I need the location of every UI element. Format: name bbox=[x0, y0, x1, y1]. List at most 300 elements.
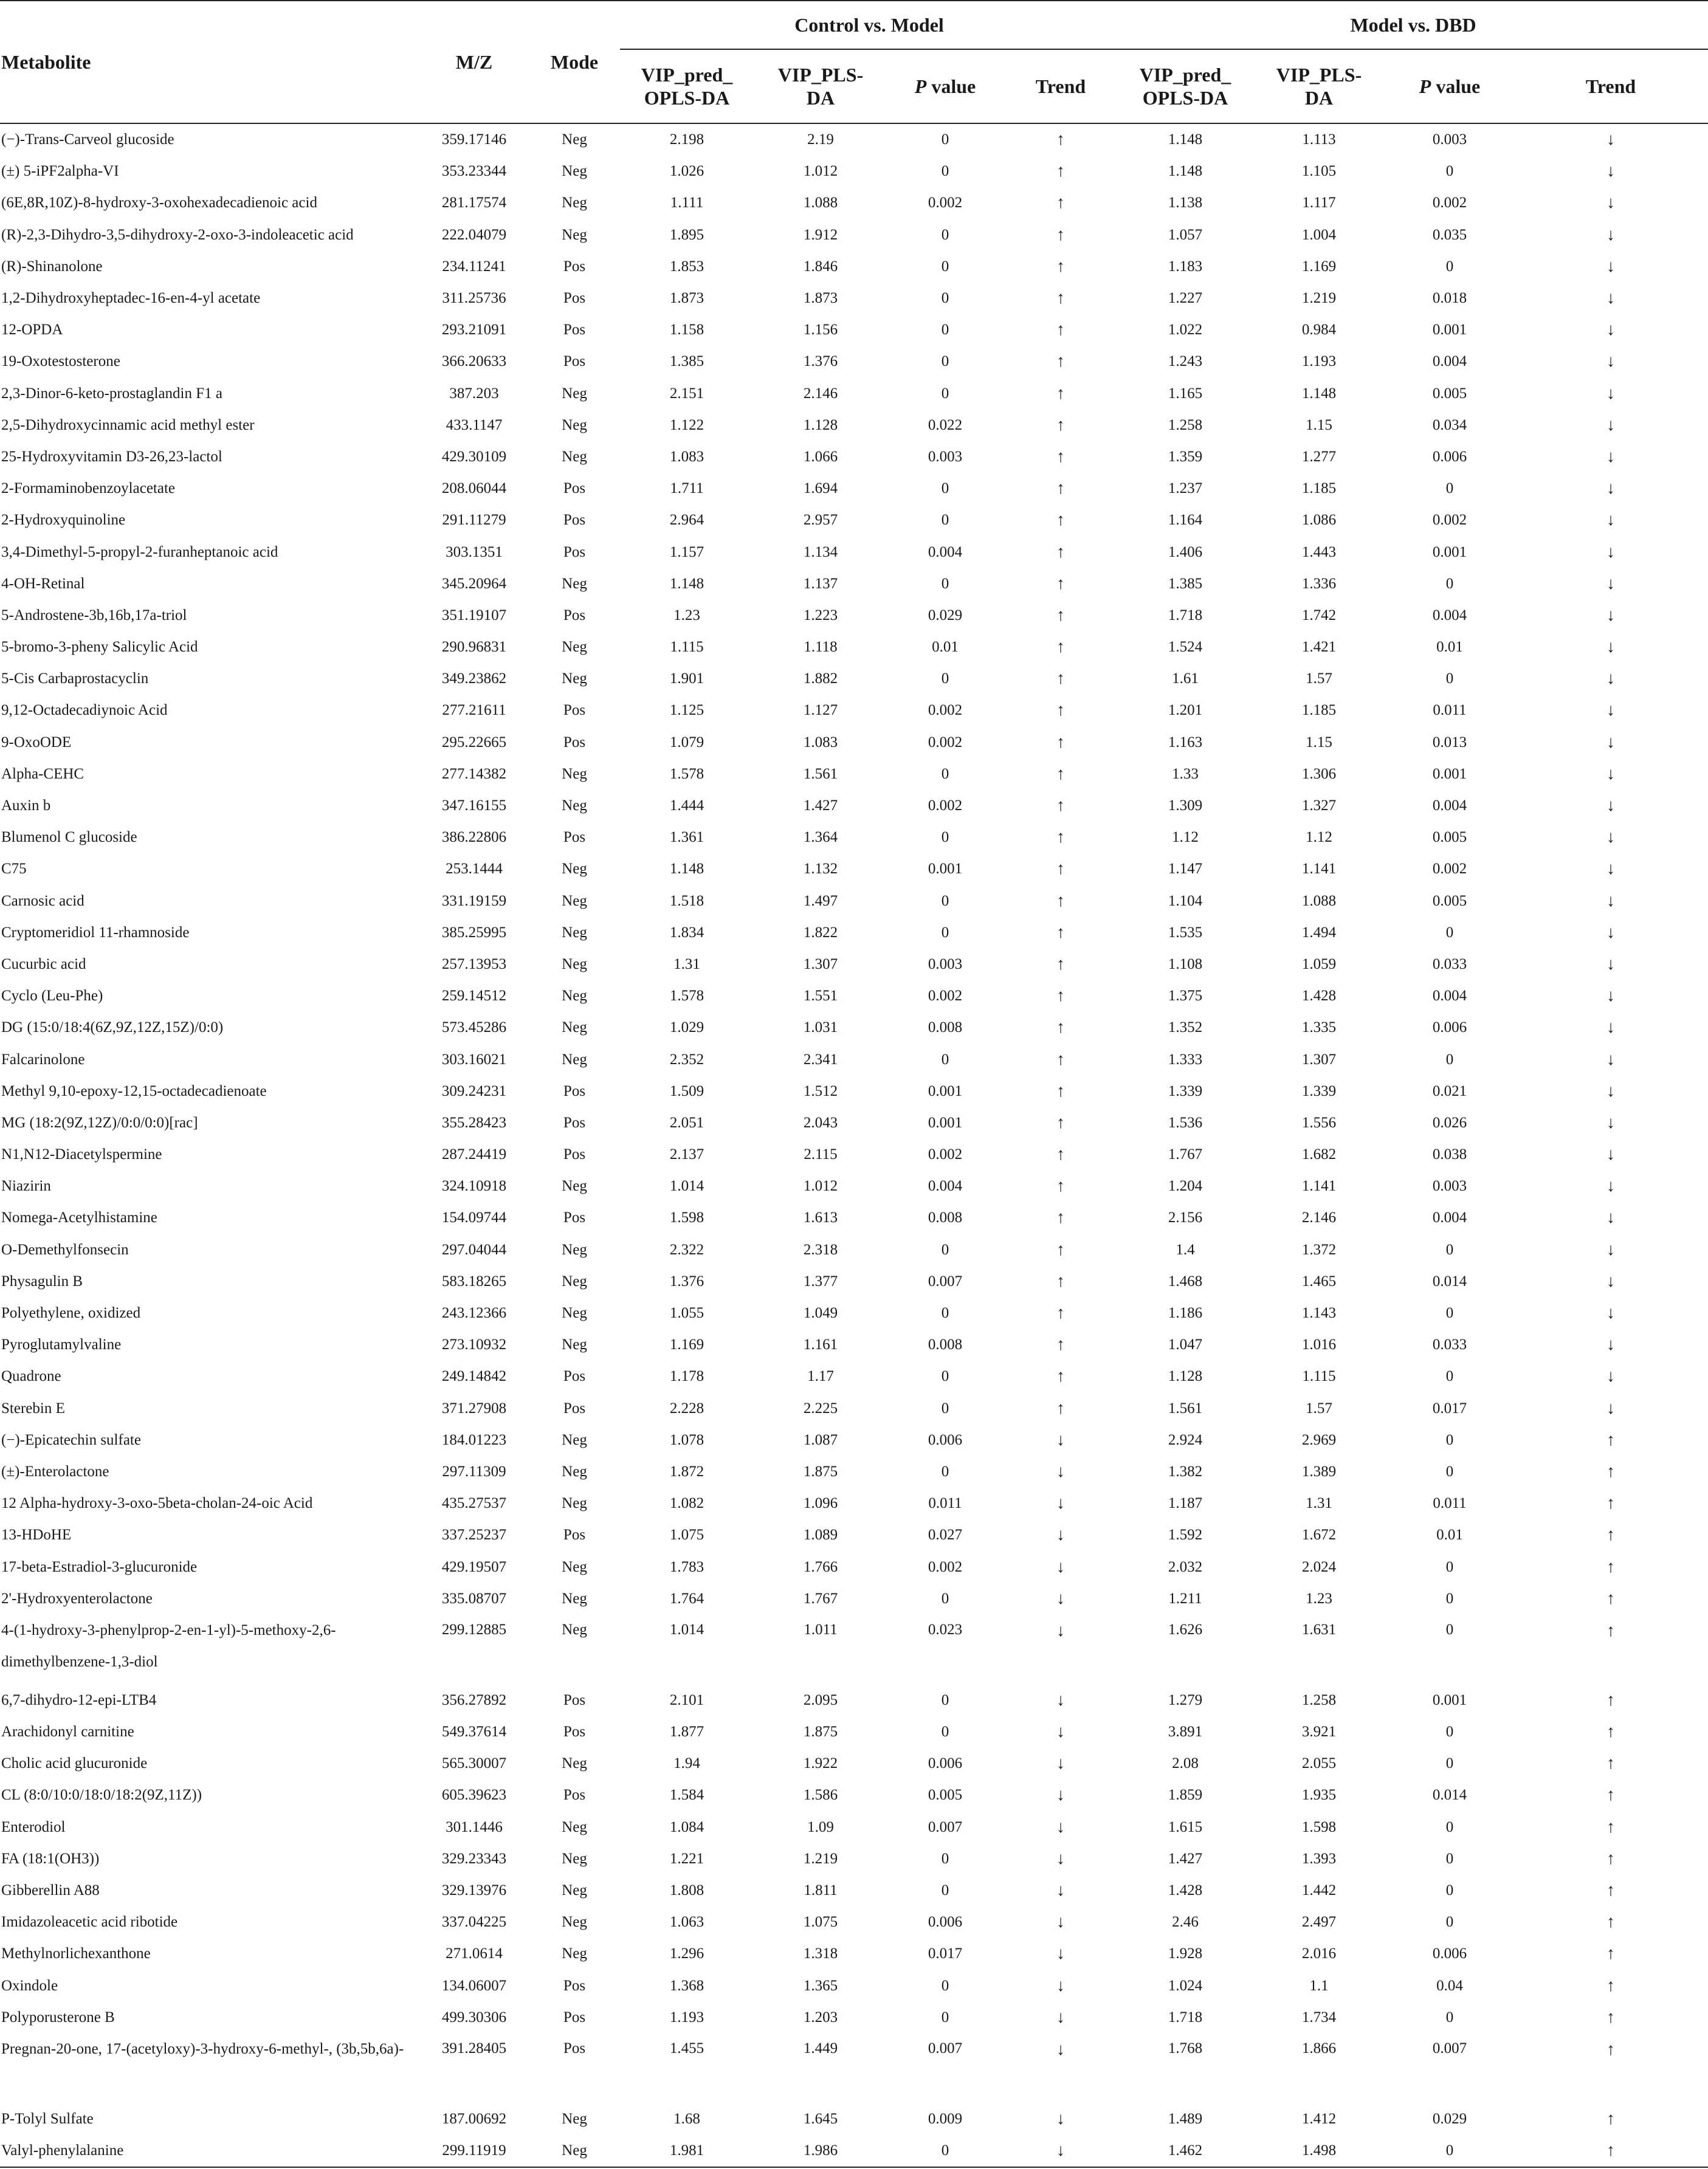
cell-vip-pls-dbd: 1.393 bbox=[1301, 1850, 1337, 1867]
cell-mode: Neg bbox=[562, 955, 587, 972]
cell-vip-pls-ctrl: 1.377 bbox=[803, 1273, 838, 1290]
cell-vip-pls-ctrl: 1.088 bbox=[803, 194, 838, 211]
cell-p-value-dbd: 0.004 bbox=[1432, 988, 1467, 1005]
cell-vip-pred-ctrl: 1.94 bbox=[673, 1755, 700, 1772]
cell-vip-pred-dbd: 1.138 bbox=[1168, 194, 1203, 211]
cell-mode: Neg bbox=[562, 226, 587, 243]
cell-vip-pred-dbd: 1.309 bbox=[1168, 797, 1203, 814]
cell-metabolite: Auxin b bbox=[1, 797, 51, 814]
cell-vip-pred-ctrl: 1.148 bbox=[669, 861, 704, 878]
cell-vip-pls-ctrl: 1.096 bbox=[803, 1495, 838, 1512]
cell-trend-dbd: ↑ bbox=[1606, 1621, 1616, 1640]
cell-vip-pls-ctrl: 1.17 bbox=[807, 1368, 834, 1385]
cell-mode: Neg bbox=[562, 1178, 587, 1195]
group-header-control-vs-model: Control vs. Model bbox=[620, 1, 1118, 49]
cell-p-value-ctrl: 0.009 bbox=[928, 2110, 963, 2127]
cell-mz: 583.18265 bbox=[441, 1273, 507, 1290]
cell-mode: Neg bbox=[562, 797, 587, 814]
cell-mz: 301.1446 bbox=[446, 1818, 503, 1835]
cell-vip-pred-dbd: 1.12 bbox=[1172, 829, 1199, 846]
cell-vip-pls-ctrl: 1.161 bbox=[803, 1336, 838, 1353]
cell-vip-pls-dbd: 1.742 bbox=[1301, 607, 1337, 624]
cell-p-value-dbd: 0.006 bbox=[1432, 448, 1467, 465]
cell-vip-pred-ctrl: 2.228 bbox=[669, 1400, 704, 1417]
table-row bbox=[0, 1938, 1708, 1970]
cell-mode: Neg bbox=[562, 1051, 587, 1068]
cell-vip-pls-ctrl: 1.873 bbox=[803, 290, 838, 307]
cell-vip-pls-dbd: 1.185 bbox=[1301, 480, 1337, 497]
cell-vip-pred-dbd: 1.165 bbox=[1168, 385, 1203, 402]
cell-metabolite: P-Tolyl Sulfate bbox=[1, 2110, 94, 2127]
cell-mz: 259.14512 bbox=[441, 988, 507, 1005]
cell-p-value-ctrl: 0 bbox=[941, 575, 949, 592]
cell-mode: Neg bbox=[562, 1241, 587, 1258]
cell-vip-pred-ctrl: 1.193 bbox=[669, 2009, 704, 2026]
cell-trend-dbd: ↑ bbox=[1606, 1944, 1616, 1964]
cell-vip-pred-dbd: 1.243 bbox=[1168, 353, 1203, 370]
cell-mode: Pos bbox=[563, 1146, 586, 1163]
cell-vip-pred-ctrl: 1.083 bbox=[669, 448, 704, 465]
cell-mode: Neg bbox=[562, 639, 587, 656]
cell-trend-ctrl: ↑ bbox=[1056, 1018, 1065, 1037]
table-row bbox=[0, 1298, 1708, 1329]
cell-mode: Neg bbox=[562, 1882, 587, 1899]
cell-vip-pls-ctrl: 1.613 bbox=[803, 1209, 838, 1226]
cell-vip-pls-dbd: 1.115 bbox=[1302, 1368, 1336, 1385]
cell-trend-dbd: ↓ bbox=[1606, 796, 1616, 816]
cell-mz: 391.28405 bbox=[441, 2040, 507, 2057]
cell-vip-pls-ctrl: 1.561 bbox=[803, 765, 838, 782]
cell-mz: 351.19107 bbox=[441, 607, 507, 624]
cell-vip-pls-dbd: 1.935 bbox=[1301, 1787, 1337, 1804]
cell-mz: 184.01223 bbox=[441, 1431, 507, 1448]
table-row bbox=[0, 1906, 1708, 1938]
cell-p-value-ctrl: 0.001 bbox=[928, 861, 963, 878]
cell-vip-pls-ctrl: 1.875 bbox=[803, 1724, 838, 1741]
cell-metabolite: 13-HDoHE bbox=[1, 1527, 72, 1544]
cell-mode: Neg bbox=[562, 416, 587, 433]
cell-metabolite: Cucurbic acid bbox=[1, 955, 86, 972]
cell-p-value-dbd: 0.034 bbox=[1432, 416, 1467, 433]
cell-vip-pls-ctrl: 1.922 bbox=[803, 1755, 838, 1772]
cell-mode: Neg bbox=[562, 988, 587, 1005]
cell-mz: 287.24419 bbox=[441, 1146, 507, 1163]
table-row bbox=[0, 251, 1708, 283]
cell-vip-pls-dbd: 1.219 bbox=[1301, 290, 1337, 307]
cell-trend-ctrl: ↑ bbox=[1056, 986, 1065, 1006]
cell-p-value-dbd: 0 bbox=[1445, 480, 1454, 497]
cell-p-value-dbd: 0.005 bbox=[1432, 829, 1467, 846]
cell-vip-pls-dbd: 1.556 bbox=[1301, 1114, 1337, 1131]
cell-p-value-dbd: 0.038 bbox=[1432, 1146, 1467, 1163]
cell-trend-ctrl: ↑ bbox=[1056, 1145, 1065, 1164]
cell-vip-pls-dbd: 0.984 bbox=[1301, 321, 1337, 339]
cell-vip-pls-ctrl: 1.156 bbox=[803, 321, 838, 339]
cell-vip-pls-dbd: 1.148 bbox=[1301, 385, 1337, 402]
cell-mode: Neg bbox=[562, 1463, 587, 1480]
cell-vip-pls-ctrl: 1.986 bbox=[803, 2142, 838, 2159]
cell-vip-pred-ctrl: 1.68 bbox=[673, 2110, 700, 2127]
cell-p-value-ctrl: 0 bbox=[941, 1977, 949, 1994]
cell-trend-ctrl: ↑ bbox=[1056, 320, 1065, 340]
cell-p-value-dbd: 0.002 bbox=[1432, 861, 1467, 878]
cell-vip-pred-ctrl: 1.509 bbox=[669, 1082, 704, 1099]
cell-vip-pls-ctrl: 1.087 bbox=[803, 1431, 838, 1448]
cell-p-value-ctrl: 0 bbox=[941, 829, 949, 846]
cell-vip-pls-dbd: 1.339 bbox=[1301, 1082, 1337, 1099]
cell-mz: 359.17146 bbox=[441, 131, 507, 148]
cell-vip-pred-ctrl: 1.082 bbox=[669, 1495, 704, 1512]
cell-vip-pls-dbd: 1.23 bbox=[1306, 1590, 1332, 1607]
table-body bbox=[0, 123, 1708, 2167]
cell-trend-ctrl: ↓ bbox=[1056, 1786, 1065, 1805]
table-row bbox=[0, 473, 1708, 504]
cell-trend-dbd: ↓ bbox=[1606, 923, 1616, 942]
cell-vip-pred-dbd: 1.104 bbox=[1168, 892, 1203, 909]
cell-vip-pred-ctrl: 1.901 bbox=[669, 670, 704, 687]
cell-p-value-ctrl: 0 bbox=[941, 1241, 949, 1258]
cell-trend-dbd: ↑ bbox=[1606, 2040, 1616, 2059]
cell-mode: Neg bbox=[562, 1305, 587, 1322]
table-row bbox=[0, 1875, 1708, 1906]
cell-vip-pred-dbd: 1.592 bbox=[1168, 1527, 1203, 1544]
cell-vip-pred-dbd: 1.859 bbox=[1168, 1787, 1203, 1804]
cell-vip-pls-dbd: 2.146 bbox=[1301, 1209, 1337, 1226]
cell-trend-dbd: ↓ bbox=[1606, 1145, 1616, 1164]
cell-trend-dbd: ↓ bbox=[1606, 1271, 1616, 1291]
cell-p-value-dbd: 0.001 bbox=[1432, 321, 1467, 339]
cell-vip-pred-dbd: 1.536 bbox=[1168, 1114, 1203, 1131]
cell-vip-pred-ctrl: 1.122 bbox=[669, 416, 704, 433]
cell-mz: 499.30306 bbox=[441, 2009, 507, 2026]
cell-metabolite: 2'-Hydroxyenterolactone bbox=[1, 1590, 153, 1607]
cell-metabolite: Arachidonyl carnitine bbox=[1, 1724, 134, 1741]
cell-vip-pred-dbd: 1.33 bbox=[1172, 765, 1199, 782]
table-row bbox=[0, 790, 1708, 822]
cell-vip-pred-dbd: 1.163 bbox=[1168, 734, 1203, 751]
cell-vip-pred-ctrl: 1.115 bbox=[670, 639, 704, 656]
cell-trend-ctrl: ↑ bbox=[1056, 796, 1065, 816]
cell-vip-pls-dbd: 1.631 bbox=[1301, 1621, 1337, 1638]
cell-trend-ctrl: ↑ bbox=[1056, 1304, 1065, 1323]
cell-vip-pls-dbd: 1.57 bbox=[1306, 1400, 1332, 1417]
cell-p-value-ctrl: 0.011 bbox=[928, 1495, 962, 1512]
cell-vip-pls-ctrl: 1.031 bbox=[803, 1019, 838, 1036]
cell-vip-pred-ctrl: 1.158 bbox=[669, 321, 704, 339]
cell-vip-pred-dbd: 1.022 bbox=[1168, 321, 1203, 339]
cell-metabolite: 12-OPDA bbox=[1, 321, 63, 339]
cell-trend-ctrl: ↑ bbox=[1056, 954, 1065, 974]
table-row bbox=[0, 663, 1708, 695]
cell-p-value-dbd: 0 bbox=[1445, 1051, 1454, 1068]
cell-mode: Neg bbox=[562, 1755, 587, 1772]
cell-vip-pls-dbd: 1.57 bbox=[1306, 670, 1332, 687]
cell-vip-pred-dbd: 1.237 bbox=[1168, 480, 1203, 497]
cell-mz: 355.28423 bbox=[441, 1114, 507, 1131]
cell-mode: Pos bbox=[563, 829, 586, 846]
cell-vip-pls-dbd: 1.258 bbox=[1301, 1691, 1337, 1708]
cell-mode: Pos bbox=[563, 702, 586, 719]
cell-trend-dbd: ↓ bbox=[1606, 859, 1616, 879]
cell-mz: 134.06007 bbox=[441, 1977, 507, 1994]
cell-mz: 297.04044 bbox=[441, 1241, 507, 1258]
cell-mode: Pos bbox=[563, 2040, 586, 2057]
cell-trend-ctrl: ↓ bbox=[1056, 1494, 1065, 1513]
cell-metabolite: CL (8:0/10:0/18:0/18:2(9Z,11Z)) bbox=[1, 1787, 202, 1804]
cell-vip-pls-ctrl: 2.957 bbox=[803, 512, 838, 529]
cell-vip-pls-dbd: 1.306 bbox=[1301, 765, 1337, 782]
cell-vip-pred-ctrl: 1.808 bbox=[669, 1882, 704, 1899]
cell-p-value-dbd: 0 bbox=[1445, 2142, 1454, 2159]
cell-trend-ctrl: ↑ bbox=[1056, 1081, 1065, 1101]
cell-trend-ctrl: ↓ bbox=[1056, 1621, 1065, 1640]
cell-trend-ctrl: ↑ bbox=[1056, 352, 1065, 371]
cell-vip-pls-dbd: 1.088 bbox=[1301, 892, 1337, 909]
cell-p-value-dbd: 0.001 bbox=[1432, 1691, 1467, 1708]
cell-mode: Neg bbox=[562, 670, 587, 687]
cell-mode: Neg bbox=[562, 2110, 587, 2127]
cell-vip-pls-dbd: 1.672 bbox=[1301, 1527, 1337, 1544]
cell-p-value-ctrl: 0 bbox=[941, 2009, 949, 2026]
cell-p-value-ctrl: 0.023 bbox=[928, 1621, 963, 1638]
cell-vip-pred-dbd: 2.924 bbox=[1168, 1431, 1203, 1448]
cell-p-value-dbd: 0.006 bbox=[1432, 1945, 1467, 1962]
cell-mode: Neg bbox=[562, 765, 587, 782]
table-row bbox=[0, 1012, 1708, 1043]
cell-vip-pred-dbd: 1.385 bbox=[1168, 575, 1203, 592]
cell-metabolite: 6,7-dihydro-12-epi-LTB4 bbox=[1, 1691, 157, 1708]
cell-vip-pls-dbd: 1.169 bbox=[1301, 258, 1337, 275]
cell-trend-ctrl: ↑ bbox=[1056, 923, 1065, 942]
cell-vip-pred-dbd: 1.427 bbox=[1168, 1850, 1203, 1867]
cell-metabolite: Physagulin B bbox=[1, 1273, 83, 1290]
cell-trend-ctrl: ↑ bbox=[1056, 638, 1065, 657]
cell-trend-dbd: ↓ bbox=[1606, 828, 1616, 847]
cell-metabolite: DG (15:0/18:4(6Z,9Z,12Z,15Z)/0:0) bbox=[1, 1019, 224, 1036]
table-row bbox=[0, 1170, 1708, 1202]
cell-mz: 222.04079 bbox=[441, 226, 507, 243]
cell-vip-pls-dbd: 1.086 bbox=[1301, 512, 1337, 529]
cell-vip-pred-ctrl: 1.125 bbox=[669, 702, 704, 719]
table-row bbox=[0, 2103, 1708, 2135]
cell-vip-pls-ctrl: 2.318 bbox=[803, 1241, 838, 1258]
cell-vip-pred-dbd: 1.148 bbox=[1168, 131, 1203, 148]
cell-vip-pred-ctrl: 2.964 bbox=[669, 512, 704, 529]
cell-trend-ctrl: ↑ bbox=[1056, 1177, 1065, 1196]
cell-p-value-ctrl: 0 bbox=[941, 512, 949, 529]
cell-mode: Pos bbox=[563, 1082, 586, 1099]
table-row bbox=[0, 1329, 1708, 1361]
cell-trend-ctrl: ↓ bbox=[1056, 1690, 1065, 1710]
cell-mz: 291.11279 bbox=[442, 512, 506, 529]
cell-mode: Neg bbox=[562, 575, 587, 592]
cell-vip-pred-ctrl: 1.578 bbox=[669, 988, 704, 1005]
cell-vip-pls-dbd: 1.277 bbox=[1301, 448, 1337, 465]
cell-trend-ctrl: ↓ bbox=[1056, 1722, 1065, 1742]
cell-metabolite: Methyl 9,10-epoxy-12,15-octadecadienoate bbox=[1, 1082, 267, 1099]
cell-vip-pred-dbd: 1.535 bbox=[1168, 924, 1203, 941]
cell-vip-pred-ctrl: 1.764 bbox=[669, 1590, 704, 1607]
cell-trend-dbd: ↓ bbox=[1606, 542, 1616, 562]
cell-mz: 303.16021 bbox=[441, 1051, 507, 1068]
cell-vip-pls-dbd: 1.734 bbox=[1301, 2009, 1337, 2026]
cell-mz: 366.20633 bbox=[441, 353, 507, 370]
cell-p-value-ctrl: 0 bbox=[941, 1590, 949, 1607]
cell-vip-pls-dbd: 1.443 bbox=[1301, 543, 1337, 560]
cell-vip-pred-ctrl: 1.598 bbox=[669, 1209, 704, 1226]
cell-vip-pls-ctrl: 1.09 bbox=[807, 1818, 834, 1835]
cell-vip-pls-ctrl: 1.365 bbox=[803, 1977, 838, 1994]
cell-vip-pred-dbd: 1.108 bbox=[1168, 955, 1203, 972]
cell-trend-ctrl: ↓ bbox=[1056, 2141, 1065, 2160]
cell-vip-pred-dbd: 1.024 bbox=[1168, 1977, 1203, 1994]
col-header-mz: M/Z bbox=[419, 1, 529, 123]
cell-p-value-dbd: 0.006 bbox=[1432, 1019, 1467, 1036]
table-row bbox=[0, 568, 1708, 600]
table-row bbox=[0, 1076, 1708, 1107]
cell-metabolite: O-Demethylfonsecin bbox=[1, 1241, 129, 1258]
cell-p-value-ctrl: 0.001 bbox=[928, 1082, 963, 1099]
cell-vip-pred-ctrl: 1.981 bbox=[669, 2142, 704, 2159]
cell-mode: Neg bbox=[562, 1590, 587, 1607]
cell-mz: 329.23343 bbox=[441, 1850, 507, 1867]
cell-vip-pls-ctrl: 1.066 bbox=[803, 448, 838, 465]
cell-trend-ctrl: ↓ bbox=[1056, 1817, 1065, 1837]
cell-trend-dbd: ↓ bbox=[1606, 1208, 1616, 1228]
cell-trend-dbd: ↑ bbox=[1606, 2141, 1616, 2160]
cell-trend-dbd: ↓ bbox=[1606, 1367, 1616, 1386]
cell-vip-pred-dbd: 1.626 bbox=[1168, 1621, 1203, 1638]
cell-vip-pls-ctrl: 2.115 bbox=[804, 1146, 838, 1163]
cell-mz: 273.10932 bbox=[441, 1336, 507, 1353]
table-row bbox=[0, 822, 1708, 853]
cell-metabolite: Pregnan-20-one, 17-(acetyloxy)-3-hydroxy-6-methyl-, (3b,5b,6a)- bbox=[1, 2040, 404, 2057]
cell-trend-ctrl: ↓ bbox=[1056, 2040, 1065, 2059]
cell-vip-pls-ctrl: 1.767 bbox=[803, 1590, 838, 1607]
cell-vip-pls-dbd: 3.921 bbox=[1301, 1724, 1337, 1741]
cell-vip-pls-dbd: 1.866 bbox=[1301, 2040, 1337, 2057]
cell-vip-pls-ctrl: 1.364 bbox=[803, 829, 838, 846]
cell-vip-pred-ctrl: 2.051 bbox=[669, 1114, 704, 1131]
cell-trend-dbd: ↓ bbox=[1606, 954, 1616, 974]
cell-metabolite: Polyethylene, oxidized bbox=[1, 1305, 141, 1322]
cell-p-value-ctrl: 0 bbox=[941, 226, 949, 243]
cell-vip-pred-dbd: 1.211 bbox=[1168, 1590, 1202, 1607]
table-row bbox=[0, 156, 1708, 187]
cell-vip-pred-ctrl: 1.578 bbox=[669, 765, 704, 782]
table-row bbox=[0, 1456, 1708, 1488]
cell-mz: 253.1444 bbox=[446, 861, 503, 878]
cell-vip-pls-dbd: 1.421 bbox=[1301, 639, 1337, 656]
cell-vip-pls-dbd: 1.193 bbox=[1301, 353, 1337, 370]
cell-vip-pred-ctrl: 1.111 bbox=[670, 194, 704, 211]
table-row bbox=[0, 1748, 1708, 1779]
cell-trend-dbd: ↑ bbox=[1606, 1430, 1616, 1449]
cell-vip-pls-ctrl: 1.912 bbox=[803, 226, 838, 243]
cell-metabolite: Niazirin bbox=[1, 1178, 51, 1195]
cell-mode: Neg bbox=[562, 861, 587, 878]
cell-metabolite: Cyclo (Leu-Phe) bbox=[1, 988, 103, 1005]
cell-mode: Neg bbox=[562, 1818, 587, 1835]
cell-p-value-ctrl: 0 bbox=[941, 1400, 949, 1417]
cell-vip-pred-dbd: 1.183 bbox=[1168, 258, 1203, 275]
cell-mz: 429.30109 bbox=[441, 448, 507, 465]
cell-trend-dbd: ↓ bbox=[1606, 669, 1616, 689]
cell-vip-pred-dbd: 1.187 bbox=[1168, 1495, 1203, 1512]
cell-trend-ctrl: ↑ bbox=[1056, 828, 1065, 847]
table-row bbox=[0, 1043, 1708, 1075]
cell-p-value-dbd: 0.004 bbox=[1432, 797, 1467, 814]
table-row bbox=[0, 219, 1708, 251]
cell-trend-ctrl: ↑ bbox=[1056, 1113, 1065, 1132]
cell-trend-ctrl: ↑ bbox=[1056, 447, 1065, 466]
cell-vip-pred-ctrl: 1.084 bbox=[669, 1818, 704, 1835]
cell-mz: 295.22665 bbox=[441, 734, 507, 751]
cell-mz: 573.45286 bbox=[441, 1019, 507, 1036]
cell-vip-pls-dbd: 1.185 bbox=[1301, 702, 1337, 719]
cell-vip-pred-ctrl: 1.361 bbox=[669, 829, 704, 846]
cell-mode: Neg bbox=[562, 1019, 587, 1036]
cell-metabolite: (R)-Shinanolone bbox=[1, 258, 103, 275]
cell-trend-dbd: ↓ bbox=[1606, 1398, 1616, 1418]
cell-vip-pls-ctrl: 1.497 bbox=[803, 892, 838, 909]
cell-mz: 335.08707 bbox=[441, 1590, 507, 1607]
cell-vip-pls-dbd: 1.327 bbox=[1301, 797, 1337, 814]
cell-vip-pred-dbd: 2.08 bbox=[1172, 1755, 1199, 1772]
cell-p-value-ctrl: 0.002 bbox=[928, 194, 963, 211]
cell-p-value-ctrl: 0.002 bbox=[928, 1558, 963, 1575]
cell-metabolite: Gibberellin A88 bbox=[1, 1882, 100, 1899]
cell-mode: Pos bbox=[563, 2009, 586, 2026]
cell-p-value-ctrl: 0 bbox=[941, 670, 949, 687]
cell-vip-pred-dbd: 1.561 bbox=[1168, 1400, 1203, 1417]
cell-vip-pred-dbd: 1.489 bbox=[1168, 2110, 1203, 2127]
cell-vip-pred-dbd: 1.359 bbox=[1168, 448, 1203, 465]
cell-p-value-dbd: 0 bbox=[1445, 163, 1454, 180]
cell-p-value-ctrl: 0 bbox=[941, 1882, 949, 1899]
cell-trend-ctrl: ↓ bbox=[1056, 2109, 1065, 2128]
cell-vip-pls-ctrl: 1.822 bbox=[803, 924, 838, 941]
cell-mode: Pos bbox=[563, 1691, 586, 1708]
cell-mode: Pos bbox=[563, 321, 586, 339]
cell-trend-ctrl: ↑ bbox=[1056, 1335, 1065, 1355]
table-row bbox=[0, 1139, 1708, 1170]
cell-mode: Pos bbox=[563, 1787, 586, 1804]
cell-trend-dbd: ↓ bbox=[1606, 383, 1616, 403]
cell-p-value-dbd: 0 bbox=[1445, 1558, 1454, 1575]
cell-vip-pred-dbd: 1.375 bbox=[1168, 988, 1203, 1005]
cell-trend-dbd: ↑ bbox=[1606, 2109, 1616, 2128]
cell-mz: 331.19159 bbox=[441, 892, 507, 909]
cell-p-value-dbd: 0.003 bbox=[1432, 131, 1467, 148]
cell-metabolite: 12 Alpha-hydroxy-3-oxo-5beta-cholan-24-oic Acid bbox=[1, 1495, 313, 1512]
cell-trend-dbd: ↑ bbox=[1606, 1976, 1616, 1995]
cell-p-value-dbd: 0 bbox=[1445, 258, 1454, 275]
cell-vip-pred-ctrl: 1.029 bbox=[669, 1019, 704, 1036]
cell-metabolite: 2,3-Dinor-6-keto-prostaglandin F1 a bbox=[1, 385, 223, 402]
cell-vip-pls-ctrl: 1.075 bbox=[803, 1914, 838, 1931]
cell-mz: 281.17574 bbox=[441, 194, 507, 211]
cell-mz: 356.27892 bbox=[441, 1691, 507, 1708]
cell-p-value-dbd: 0 bbox=[1445, 1431, 1454, 1448]
cell-p-value-ctrl: 0.002 bbox=[928, 988, 963, 1005]
cell-vip-pls-ctrl: 1.223 bbox=[803, 607, 838, 624]
cell-trend-dbd: ↓ bbox=[1606, 352, 1616, 371]
cell-metabolite: C75 bbox=[1, 861, 27, 878]
cell-trend-dbd: ↓ bbox=[1606, 256, 1616, 276]
cell-vip-pred-dbd: 1.201 bbox=[1168, 702, 1203, 719]
cell-trend-dbd: ↓ bbox=[1606, 638, 1616, 657]
